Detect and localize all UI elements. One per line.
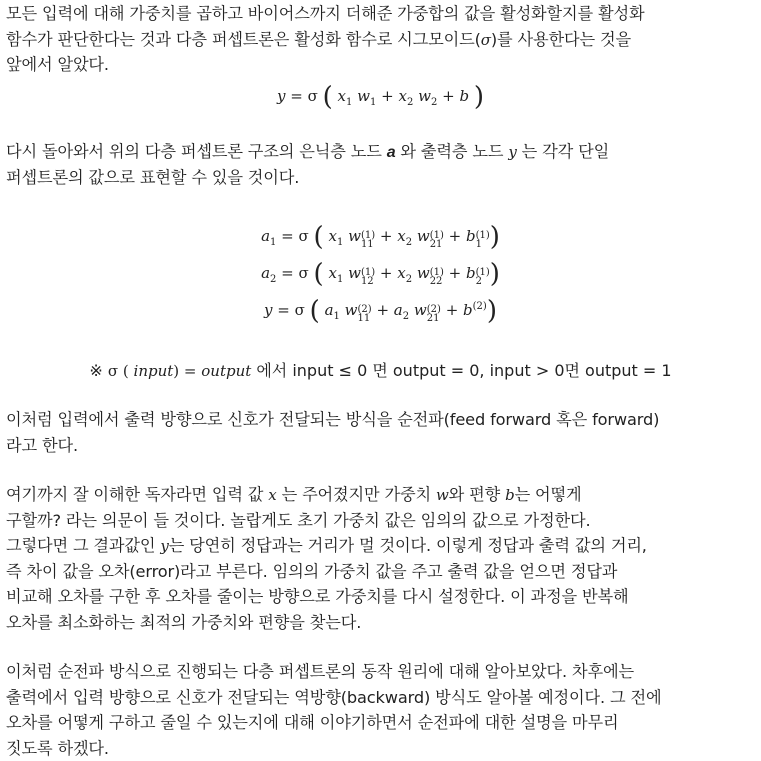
- note-text: 에서 input ≤ 0 면 output = 0, input > 0면 output = 1: [251, 361, 671, 380]
- eq-var: w: [345, 301, 358, 319]
- text-line: [6, 482, 753, 508]
- eq-sub: 22: [430, 277, 444, 286]
- text-segment: 그렇다면 그 결과값인: [6, 536, 160, 555]
- eq-sub: 11: [358, 314, 372, 323]
- eq-var: x: [399, 87, 407, 105]
- eq-subscript: 2: [270, 274, 276, 285]
- equation-single-perceptron: [0, 82, 761, 112]
- equation-a1: [0, 222, 761, 252]
- eq-op: +: [375, 264, 397, 282]
- text-segment: 여기까지 잘 이해한 독자라면 입력 값: [6, 485, 268, 504]
- paragraph-error: [6, 482, 753, 635]
- eq-sup: (1): [430, 231, 444, 240]
- text-line: [6, 139, 753, 165]
- eq-op: +: [441, 301, 463, 319]
- text-segment: 는 주어졌지만 가중치: [277, 485, 436, 504]
- eq-var: w: [417, 227, 430, 245]
- eq-var: a: [261, 227, 270, 245]
- eq-var: x: [397, 227, 405, 245]
- text-segment: 함수가 판단한다는 것과 다층 퍼셉트론은 활성화 함수로 시그모이드(: [6, 30, 481, 49]
- eq-var: x: [397, 264, 405, 282]
- eq-var: x: [338, 87, 346, 105]
- eq-subscript: 1: [370, 97, 376, 108]
- eq-subscript: 2: [406, 274, 412, 285]
- eq-var: a: [325, 301, 334, 319]
- text-segment: 와 편향: [449, 485, 505, 504]
- text-line: 앞에서 알았다.: [6, 52, 753, 78]
- note-step-function: [0, 358, 761, 381]
- eq-subscript: 1: [337, 237, 343, 248]
- paren-close: ): [474, 82, 484, 112]
- eq-subscript: 2: [431, 97, 437, 108]
- eq-op: = σ: [273, 301, 310, 319]
- eq-subscript: 2: [407, 97, 413, 108]
- reference-mark: ※: [89, 361, 108, 380]
- var-y: y: [160, 537, 168, 555]
- eq-sup: (1): [476, 231, 490, 240]
- eq-var: b: [463, 301, 473, 319]
- eq-var: a: [394, 301, 403, 319]
- text-line: 이처럼 순전파 방식으로 진행되는 다층 퍼셉트론의 동작 원리에 대해 알아보았다. 차후에는: [6, 659, 753, 685]
- eq-supsub: [427, 305, 441, 323]
- text-line: 출력에서 입력 방향으로 신호가 전달되는 역방향(backward) 방식도 알아볼 예정이다. 그 전에: [6, 685, 753, 711]
- eq-supsub: [358, 305, 372, 323]
- eq-supsub: [476, 268, 490, 286]
- note-close: ) =: [173, 362, 201, 380]
- eq-sup: (2): [427, 305, 441, 314]
- eq-subscript: 1: [334, 311, 340, 322]
- eq-op: +: [376, 87, 398, 105]
- eq-op: = σ: [276, 264, 313, 282]
- eq-var: x: [328, 264, 336, 282]
- eq-var: y: [264, 301, 272, 319]
- note-input: input: [134, 362, 174, 380]
- text-line: 오차를 어떻게 구하고 줄일 수 있는지에 대해 이야기하면서 순전파에 대한 설명을 마무리: [6, 710, 753, 736]
- eq-sup: (1): [476, 268, 490, 277]
- eq-subscript: 2: [406, 237, 412, 248]
- eq-var: w: [348, 264, 361, 282]
- eq-supsub: [476, 231, 490, 249]
- eq-supsub: [361, 268, 375, 286]
- eq-var: b: [466, 264, 476, 282]
- text-segment: 와 출력층 노드: [395, 142, 508, 161]
- node-y: y: [508, 143, 516, 161]
- eq-var: x: [328, 227, 336, 245]
- text-segment: )를 사용한다는 것을: [491, 30, 631, 49]
- text-segment: 는 각각 단일: [517, 142, 609, 161]
- paragraph-nodes: [6, 139, 753, 190]
- var-w: w: [436, 486, 449, 504]
- equation-a2: [0, 259, 761, 289]
- text-segment: 다시 돌아와서 위의 다층 퍼셉트론 구조의 은닉층 노드: [6, 142, 387, 161]
- eq-var: w: [348, 227, 361, 245]
- eq-subscript: 2: [403, 311, 409, 322]
- text-line: 모든 입력에 대해 가중치를 곱하고 바이어스까지 더해준 가중합의 값을 활성화할지를 활성화: [6, 1, 753, 27]
- text-line: 이처럼 입력에서 출력 방향으로 신호가 전달되는 방식을 순전파(feed forward 혹은 forward): [6, 407, 753, 433]
- text-line: 짓도록 하겠다.: [6, 736, 753, 761]
- paren-open: (: [323, 82, 333, 112]
- text-line: 오차를 최소화하는 최적의 가중치와 편향을 찾는다.: [6, 610, 753, 636]
- var-x: x: [268, 486, 276, 504]
- eq-supsub: [430, 268, 444, 286]
- var-b: b: [505, 486, 514, 504]
- paragraph-feedforward: [6, 407, 753, 458]
- equation-y: [0, 296, 761, 326]
- eq-var: w: [418, 87, 431, 105]
- eq-var: b: [466, 227, 476, 245]
- eq-subscript: 1: [270, 237, 276, 248]
- paren-open: (: [314, 222, 324, 252]
- sigma-symbol: σ: [481, 31, 491, 49]
- paren-close: ): [490, 259, 500, 289]
- text-line: 퍼셉트론의 값으로 표현할 수 있을 것이다.: [6, 165, 753, 191]
- eq-op: +: [375, 227, 397, 245]
- eq-sub: 21: [430, 240, 444, 249]
- text-line: [6, 27, 753, 53]
- node-a: a: [387, 144, 396, 161]
- paragraph-intro: [6, 1, 753, 78]
- eq-var: a: [261, 264, 270, 282]
- paragraph-conclusion: [6, 659, 753, 761]
- eq-op: = σ: [285, 87, 322, 105]
- eq-sup: (2): [358, 305, 372, 314]
- eq-sup: (1): [361, 231, 375, 240]
- eq-supsub: [361, 231, 375, 249]
- eq-sup: (1): [361, 268, 375, 277]
- paren-close: ): [490, 222, 500, 252]
- note-sigma: σ (: [108, 362, 134, 380]
- eq-sup: (1): [430, 268, 444, 277]
- text-line: 구할까? 라는 의문이 들 것이다. 놀랍게도 초기 가중치 값은 임의의 값으로 가정한다.: [6, 508, 753, 534]
- text-line: 비교해 오차를 구한 후 오차를 줄이는 방향으로 가중치를 다시 설정한다. 이 과정을 반복해: [6, 584, 753, 610]
- eq-op: +: [444, 227, 466, 245]
- eq-op: +: [372, 301, 394, 319]
- paren-open: (: [314, 259, 324, 289]
- eq-subscript: 1: [346, 97, 352, 108]
- eq-sub: 12: [361, 277, 375, 286]
- eq-sub: 2: [476, 277, 490, 286]
- eq-var: w: [417, 264, 430, 282]
- eq-sub: 1: [476, 240, 490, 249]
- note-output: output: [201, 362, 251, 380]
- eq-var: w: [357, 87, 370, 105]
- eq-var: w: [414, 301, 427, 319]
- eq-sub: 21: [427, 314, 441, 323]
- eq-sub: 11: [361, 240, 375, 249]
- eq-op: = σ: [276, 227, 313, 245]
- text-line: 즉 차이 값을 오차(error)라고 부른다. 임의의 가중치 값을 주고 출력 값을 얻으면 정답과: [6, 559, 753, 585]
- text-segment: 는 어떻게: [515, 485, 582, 504]
- eq-var: y: [277, 87, 285, 105]
- eq-sup: (2): [473, 301, 487, 312]
- eq-subscript: 1: [337, 274, 343, 285]
- text-line: 라고 한다.: [6, 433, 753, 459]
- text-line: [6, 533, 753, 559]
- eq-var: b: [459, 87, 469, 105]
- paren-close: ): [487, 296, 497, 326]
- eq-op: +: [444, 264, 466, 282]
- text-segment: 는 당연히 정답과는 거리가 멀 것이다. 이렇게 정답과 출력 값의 거리,: [169, 536, 647, 555]
- eq-supsub: [430, 231, 444, 249]
- paren-open: (: [310, 296, 320, 326]
- eq-op: +: [437, 87, 459, 105]
